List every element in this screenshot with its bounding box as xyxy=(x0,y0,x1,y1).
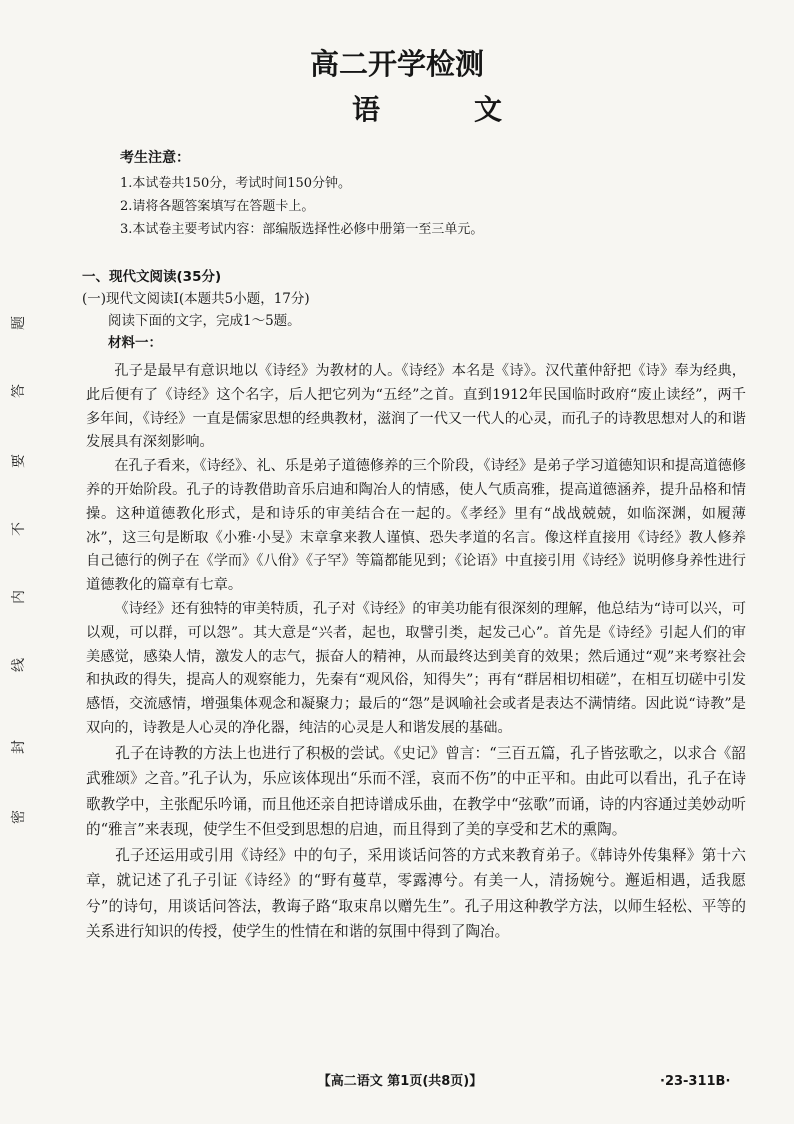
subject-char: 文 xyxy=(473,93,502,126)
subject-char: 语 xyxy=(352,93,381,126)
binding-char: 封 xyxy=(11,740,27,754)
passage-paragraph: 在孔子看来，《诗经》、礼、乐是弟子道德修养的三个阶段，《诗经》是弟子学习道德知识和提高道德修养的开始阶段。孔子的诗教借助音乐启迪和陶冶人的情感，使人气质高雅，提高道德涵养，提升品格和情操。这种道德教化形式，是和诗乐的审美结合在一起的。《孝经》里有“战战兢兢，如临深渊，如履薄冰”，这三句是断取《小雅·小旻》末章拿来教人谨慎、恐失孝道的名言。像这样直接用《诗经》教人修养自己德行的例子在《学而》《八佾》《子罕》等篇都能见到；《论语》中直接引用《诗经》说明修身养性进行道德教化的篇章有七章。 xyxy=(86,458,746,594)
passage-paragraph: 孔子是最早有意识地以《诗经》为教材的人。《诗经》本名是《诗》。汉代董仲舒把《诗》奉为经典，此后便有了《诗经》这个名字，后人把它列为“五经”之首。直到1912年民国临时政府“废止读经”，两千多年间，《诗经》一直是儒家思想的经典教材，滋润了一代又一代人的心灵，而孔子的诗教思想对人的和谐发展具有深刻影响。 xyxy=(86,363,746,451)
material-label: 材料一： xyxy=(108,335,162,351)
subsection-title: (一)现代文阅读Ⅰ(本题共5小题，17分) xyxy=(82,291,310,307)
reading-passage xyxy=(86,360,746,945)
exam-code: ·23-311B· xyxy=(660,1074,731,1089)
candidate-notice xyxy=(120,147,720,241)
passage-paragraph: 孔子在诗教的方法上也进行了积极的尝试。《史记》曾言：“三百五篇，孔子皆弦歌之，以求合《韶武雅颂》之音。”孔子认为，乐应该体现出“乐而不淫，哀而不伤”的中正平和。由此可以看出，孔子在诗歌教学中，主张配乐吟诵，而且他还亲自把诗谱成乐曲，在教学中“弦歌”而诵，诗的内容通过美妙动听的“雅言”来表现，使学生不但受到思想的启迪，而且得到了美的享受和艺术的熏陶。 xyxy=(86,744,746,839)
notice-item: 2.请将各题答案填写在答题卡上。 xyxy=(120,199,315,214)
notice-item: 3.本试卷主要考试内容：部编版选择性必修中册第一至三单元。 xyxy=(120,222,484,237)
part-title: 一、现代文阅读(35分) xyxy=(82,269,222,285)
section-header xyxy=(82,266,742,354)
passage-paragraph: 孔子还运用或引用《诗经》中的句子，采用谈话问答的方式来教育弟子。《韩诗外传集释》第十六章，就记述了孔子引证《诗经》的“野有蔓草，零露漙兮。有美一人，清扬婉兮。邂逅相遇，适我愿兮”的诗句，用谈话问答法，教诲子路“取束帛以赠先生”。孔子用这种教学方法，以师生轻松、平等的关系进行知识的传授，使学生的性情在和谐的氛围中得到了陶冶。 xyxy=(86,846,746,941)
binding-char: 题 xyxy=(11,316,27,330)
binding-char: 要 xyxy=(11,454,27,468)
binding-char: 不 xyxy=(11,522,27,536)
binding-char: 密 xyxy=(11,810,27,824)
exam-subject xyxy=(352,93,502,127)
exam-title: 高二开学检测 xyxy=(309,47,484,81)
page-footer xyxy=(0,1072,794,1094)
binding-char: 答 xyxy=(11,384,27,398)
page-number: 【高二语文 第1页(共8页)】 xyxy=(317,1074,483,1089)
binding-char: 内 xyxy=(11,590,27,604)
notice-heading: 考生注意： xyxy=(120,150,190,166)
notice-item: 1.本试卷共150分，考试时间150分钟。 xyxy=(120,176,352,191)
passage-paragraph: 《诗经》还有独特的审美特质，孔子对《诗经》的审美功能有很深刻的理解，他总结为“诗可以兴，可以观，可以群，可以怨”。其大意是“兴者，起也，取譬引类，起发己心”。首先是《诗经》引起人们的审美感觉，感染人情，激发人的志气，振奋人的精神，从而最终达到美育的效果；然后通过“观”来考察社会和执政的得失，提高人的观察能力，先秦有“观风俗，知得失”；再有“群居相切相磋”，在相互切磋中引发感悟，交流感情，增强集体观念和凝聚力；最后的“怨”是讽喻社会或者是表达不满情绪。因此说“诗教”是双向的，诗教是人心灵的净化器，纯洁的心灵是人和谐发展的基础。 xyxy=(86,600,746,736)
reading-instruction: 阅读下面的文字，完成1～5题。 xyxy=(108,313,301,329)
binding-line-notice xyxy=(8,300,30,860)
binding-char: 线 xyxy=(11,658,27,672)
